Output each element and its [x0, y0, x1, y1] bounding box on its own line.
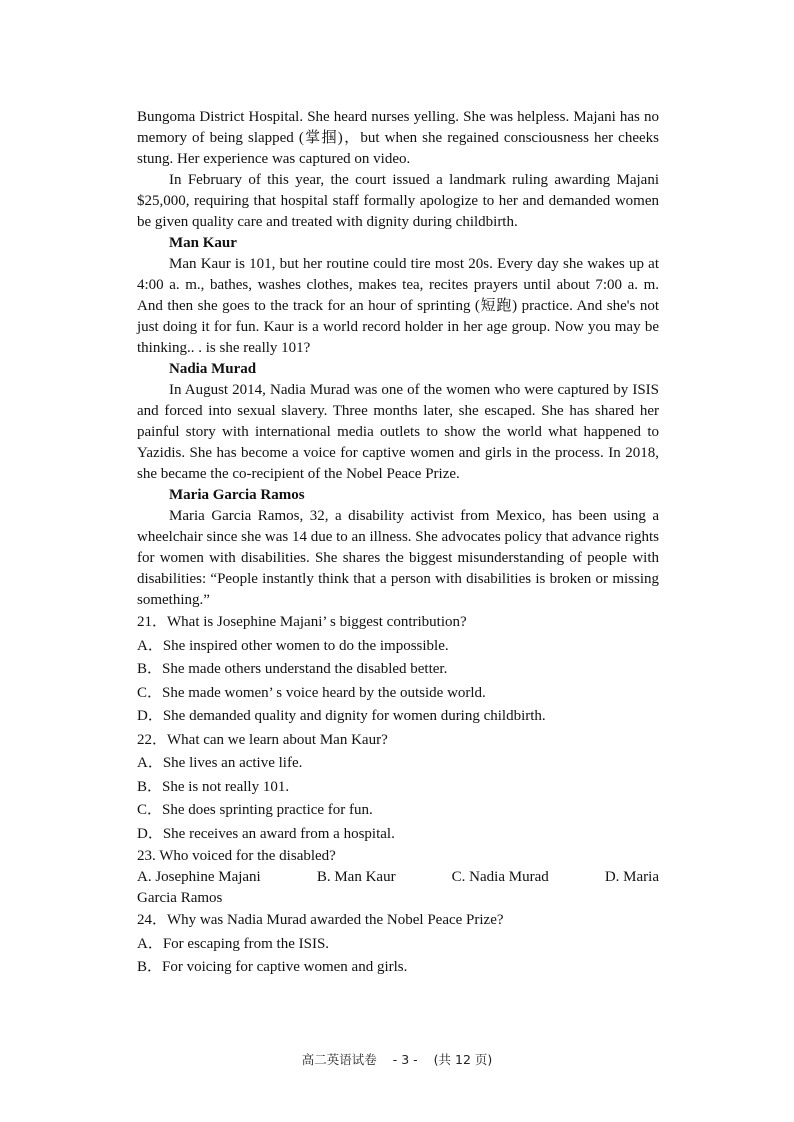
question-22	[137, 729, 659, 847]
question-stem: 22．What can we learn about Man Kaur?	[137, 731, 388, 748]
option-b: B．For voicing for captive women and girls.	[137, 959, 408, 975]
section-text-nadia-murad: In August 2014, Nadia Murad was one of the women who were captured by ISIS and forced into sexual slavery. Three months later, she escaped. She has shared her painful story with international media outlets to show the world what happened to Yazidis. She has become a voice for captive women and girls in the process. In 2018, she became the co-recipient of the Nobel Peace Prize.	[137, 382, 659, 482]
option-a: A．She inspired other women to do the impossible.	[137, 637, 449, 654]
option-row	[137, 867, 659, 888]
section-heading-man-kaur: Man Kaur	[169, 235, 237, 251]
option-c: C．She does sprinting practice for fun.	[137, 802, 373, 818]
section-heading-nadia-murad: Nadia Murad	[169, 361, 257, 377]
question-21	[137, 611, 659, 729]
question-stem: 23. Who voiced for the disabled?	[137, 848, 336, 864]
section-text-maria-garcia-ramos: Maria Garcia Ramos, 32, a disability activist from Mexico, has been using a wheelchair since she was 14 due to an illness. She advocates policy that advance rights for women with disabilities. She shares the biggest misunderstanding of people with disabilities: “People instantly think that a person with disabilities is broken or missing something.”	[137, 508, 659, 608]
question-stem: 24．Why was Nadia Murad awarded the Nobel Peace Prize?	[137, 912, 504, 928]
question-24	[137, 909, 659, 980]
page-number: - 3 -	[392, 1052, 418, 1067]
option-d: D．She demanded quality and dignity for women during childbirth.	[137, 708, 546, 724]
option-c: C. Nadia Murad	[451, 869, 549, 885]
option-c: C．She made women’ s voice heard by the outside world.	[137, 684, 486, 701]
option-b: B．She is not really 101.	[137, 778, 290, 795]
option-d: D．She receives an award from a hospital.	[137, 825, 395, 842]
section-heading-maria-garcia-ramos: Maria Garcia Ramos	[169, 487, 305, 503]
page-content	[137, 107, 659, 980]
option-a: A. Josephine Majani	[137, 869, 261, 885]
majani-paragraph-continued: Bungoma District Hospital. She heard nurses yelling. She was helpless. Majani has no memory of being slapped (掌掴)，but when she regained consciousness her cheeks stung. Her experience was captured on video.	[137, 109, 659, 167]
option-b: B．She made others understand the disabled better.	[137, 661, 448, 677]
question-stem: 21．What is Josephine Majani’ s biggest contribution?	[137, 614, 467, 630]
question-23	[137, 846, 659, 909]
page-footer	[0, 1050, 794, 1068]
exam-title: 高二英语试卷	[301, 1052, 377, 1067]
majani-ruling-paragraph: In February of this year, the court issued a landmark ruling awarding Majani $25,000, requiring that hospital staff formally apologize to her and demanded women be given quality care and treated with dignity during childbirth.	[137, 172, 659, 230]
page-total: (共 12 页)	[433, 1052, 493, 1067]
option-d-continued: Garcia Ramos	[137, 890, 223, 906]
option-a: A．For escaping from the ISIS.	[137, 935, 330, 952]
section-text-man-kaur: Man Kaur is 101, but her routine could tire most 20s. Every day she wakes up at 4:00 a. m., bathes, washes clothes, makes tea, recites prayers until about 7:00 a. m. And then she goes to the track for an hour of sprinting (短跑) practice. And she's not just doing it for fun. Kaur is a world record holder in her age group. Now you may be thinking.. . is she really 101?	[137, 256, 659, 356]
option-a: A．She lives an active life.	[137, 755, 303, 771]
option-b: B. Man Kaur	[316, 869, 396, 885]
option-d: D. Maria	[604, 869, 659, 885]
